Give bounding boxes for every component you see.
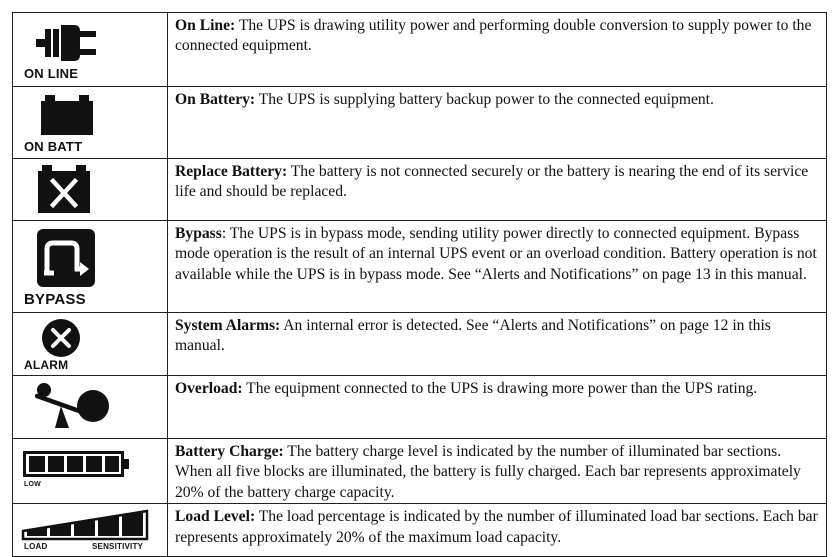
icon-cell (13, 439, 168, 504)
description-cell (168, 376, 827, 439)
description-cell (168, 221, 827, 313)
icon-label: ALARM (24, 358, 69, 372)
alarm-icon (41, 318, 81, 358)
icon-cell (13, 221, 168, 313)
battery-charge-bar-icon (23, 451, 133, 477)
icon-cell (13, 159, 168, 221)
ups-indicator-legend-table (12, 12, 827, 557)
description-text: An internal error is detected. See “Alerts and Notifications” on page 12 in this manual. (175, 317, 771, 355)
table-row (13, 376, 827, 439)
description-cell (168, 13, 827, 87)
description-text: The UPS is supplying battery backup power to the connected equipment. (255, 91, 714, 108)
load-level-bar-icon (21, 509, 151, 541)
plug-icon (36, 21, 100, 65)
description-cell (168, 439, 827, 504)
battery-icon (41, 95, 95, 135)
description-text: The load percentage is indicated by the number of illuminated load bar sections. Each bar represents approximately 20% of the maximum load capacity. (175, 508, 818, 546)
icon-label: ON LINE (24, 66, 79, 81)
table-row (13, 439, 827, 504)
bypass-icon (37, 229, 95, 287)
table-row (13, 159, 827, 221)
icon-cell (13, 376, 168, 439)
description-text: The equipment connected to the UPS is drawing more power than the UPS rating. (242, 380, 758, 397)
description-cell (168, 504, 827, 557)
table-row (13, 504, 827, 557)
term-label: On Battery: (175, 91, 256, 108)
icon-cell (13, 313, 168, 376)
term-label: On Line: (175, 17, 236, 34)
description-text: The UPS is drawing utility power and performing double conversion to supply power to the connected equipment. (175, 17, 812, 55)
icon-label: LOAD (24, 542, 48, 552)
replace-battery-icon (38, 165, 90, 213)
term-label: Replace Battery: (175, 163, 288, 180)
icon-cell (13, 504, 168, 557)
term-label: Load Level: (175, 508, 256, 526)
description-cell (168, 87, 827, 159)
icon-label: ON BATT (24, 139, 83, 154)
icon-label-secondary: SENSITIVITY (92, 542, 144, 552)
table-row (13, 87, 827, 159)
icon-cell (13, 13, 168, 87)
description-text: : The UPS is in bypass mode, sending utility power directly to connected equipment. Bypass mode operation is the result of an internal UPS event or an overload condition. Battery operation is not available while the UPS is in bypass mode. See “Alerts and Notifications” on page 13 in this manual. (175, 225, 817, 283)
term-label: Battery Charge: (175, 443, 284, 460)
description-cell (168, 313, 827, 376)
icon-cell (13, 87, 168, 159)
description-text: The battery is not connected securely or the battery is nearing the end of its service life and should be replaced. (175, 163, 809, 201)
icon-label: BYPASS (24, 291, 86, 308)
term-label: System Alarms: (175, 317, 281, 334)
table-row (13, 313, 827, 376)
icon-label: LOW (24, 481, 41, 488)
term-label: Overload: (175, 380, 243, 397)
description-text: The battery charge level is indicated by the number of illuminated bar sections. When all five blocks are illuminated, the battery is fully charged. Each bar represents approximately 20% of the battery charge capacity. (175, 443, 801, 501)
overload-seesaw-icon (35, 382, 111, 434)
description-cell (168, 159, 827, 221)
table-row (13, 221, 827, 313)
term-label: Bypass (175, 225, 222, 242)
table-row (13, 13, 827, 87)
